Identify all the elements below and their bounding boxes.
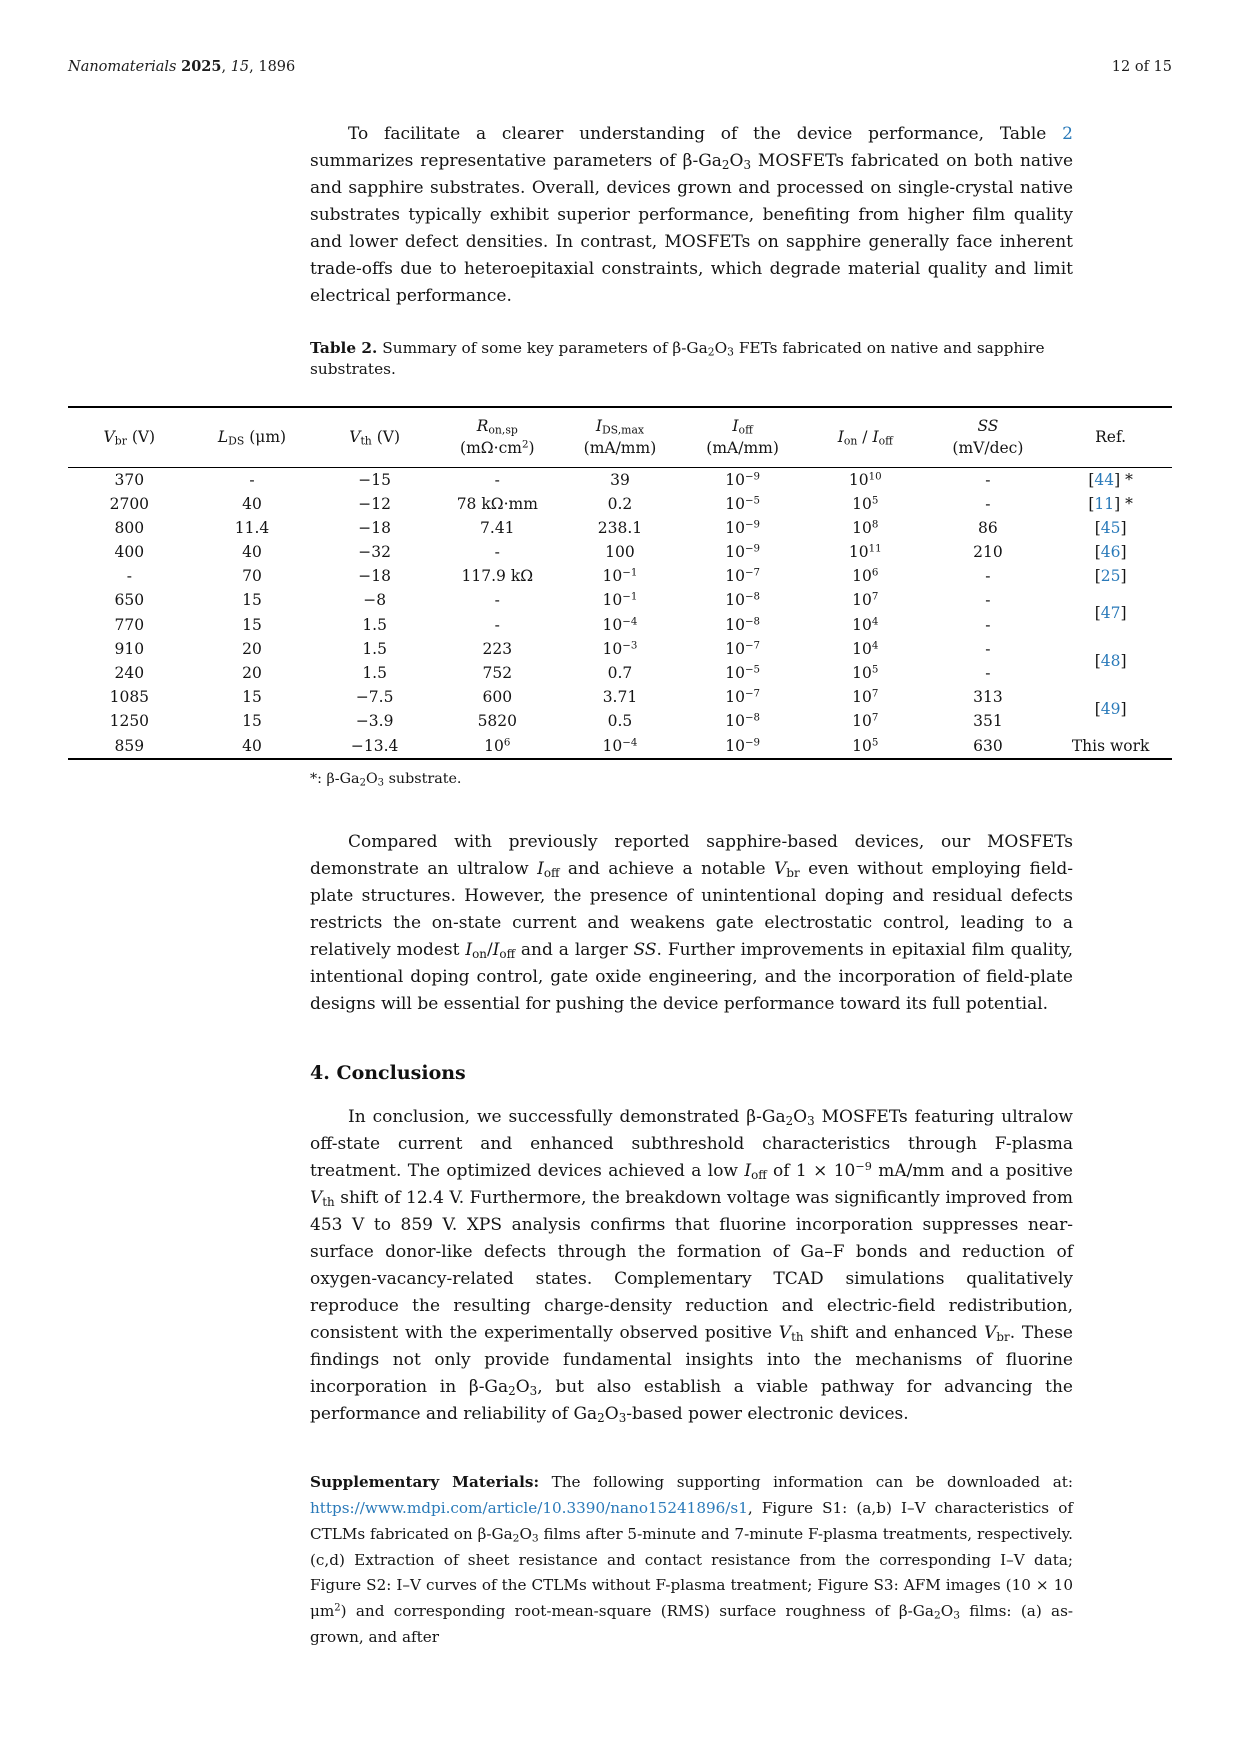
journal-citation: Nanomaterials 2025, 15, 1896 [68,58,296,75]
table-cell: 1085 [109,688,150,707]
table-cell: 7.41 [480,518,515,537]
table-cell: 39 [610,470,630,489]
page-number: 12 of 15 [1111,59,1172,75]
ref-cell[interactable]: [11] * [1088,494,1133,513]
citation-link[interactable]: 46 [1100,543,1121,562]
table-cell: - [494,543,500,562]
parameters-table [68,406,1172,760]
table-cell: −18 [358,567,391,586]
table-cell: $10^7$ [852,712,879,731]
table-cell: 40 [242,543,262,562]
table-cell: $10^7$ [852,688,879,707]
table-row [68,661,1172,685]
paragraph-intro: To facilitate a clearer understanding of the device performance, Table 2 summarizes representative parameters of $\beta-Ga_2O_3$ MOSFETs fabricated on both native and sapphire substrates. Overall, devices grown and processed on single-crystal native substrates typically exhibit superior performance, benefiting from higher film quality and lower defect densities. In contrast, MOSFETs on sapphire generally face inherent trade-offs due to heteroepitaxial constraints, which degrade material quality and limit electrical performance. [310,124,1074,306]
table-cell: 15 [242,615,262,634]
table-cell: 351 [973,712,1003,731]
table-cell: 20 [242,639,262,658]
table-cell: 20 [242,664,262,682]
table-row [68,467,1172,492]
table-cell: 5820 [477,712,518,731]
table-cell: 1250 [109,712,150,731]
citation-link[interactable]: 44 [1094,470,1115,489]
table-cell: $10^4$ [852,615,879,634]
table-cell: $10^5$ [852,664,879,682]
table-cell: $10^{-8}$ [725,615,761,634]
table-footnote: *: $\beta-Ga_2O_3$ substrate. [310,771,462,789]
table-cell: 40 [242,494,262,513]
table-cell: 15 [242,688,262,707]
table-cell: $10^{10}$ [848,470,882,489]
table-cell: $10^{-4}$ [602,615,638,634]
table-cell: - [985,639,991,658]
paragraph-discussion: Compared with previously reported sapphire-based devices, our MOSFETs demonstrate an ultralow $I_{off}$ and achieve a notable $V_{br}$ even without employing field-plate structures. However, the presence of unintentional doping and residual defects restricts the on-state current and weakens gate electrostatic control, leading to a relatively modest $I_{on}/I_{off}$ and a larger SS. Further improvements in epitaxial film quality, intentional doping control, gate oxide engineering, and the incorporation of field-plate designs will be essential for pushing the device performance toward its full potential. [310,832,1073,1015]
table-cell: 800 [114,518,145,537]
ref-cell[interactable]: [49] [1094,700,1127,719]
table-cell: 313 [973,688,1003,707]
table-cell: $10^{-9}$ [725,518,761,537]
table-cell: $10^8$ [852,518,879,537]
table-cell: $10^{-4}$ [602,736,638,755]
table-cell: 630 [973,736,1003,755]
table-cell: $10^6$ [484,736,511,755]
table-cell: −3.9 [355,712,394,731]
table-cell: 100 [605,543,635,562]
table-cell: 650 [114,591,145,610]
table-cell: $10^{-9}$ [725,543,761,562]
upper-content [310,121,1073,380]
ref-cell[interactable]: [48] [1094,651,1127,670]
table-row [68,613,1172,637]
column-header: SS (mV/dec) [952,417,1024,458]
table-header-row [68,407,1172,467]
table-cell: $10^5$ [852,494,879,513]
table-cell: 910 [114,639,145,658]
table-cell: 117.9 kΩ [461,567,534,586]
table-row [68,492,1172,516]
table-cell: - [494,470,500,489]
table-row [68,589,1172,613]
table-cell: 770 [114,615,145,634]
column-header: $V_{br}$ (V) [103,428,156,448]
citation-link[interactable]: https://www.mdpi.com/article/10.3390/nano15241896/s1 [310,1498,748,1517]
table-cell: 2700 [109,494,150,513]
table-cell: $10^{-7}$ [725,567,761,586]
column-header: $I_{DS,max}$ (mA/mm) [583,417,657,458]
table-cell: $10^{-1}$ [602,591,638,610]
table-cell: −32 [358,543,391,562]
supplementary-text: The following supporting information can be downloaded at: https://www.mdpi.com/article/10.3390/nano15241896/s1, Figure S1: (a,b) I–V characteristics of CTLMs fabricated on $\beta-Ga_2O_3$ films after 5-minute and 7-minute F-plasma treatments, respectively. (c,d) Extraction of sheet resistance and contact resistance from the corresponding I–V data; Figure S2: I–V curves of the CTLMs without F-plasma treatment; Figure S3: AFM images (10 × 10 $\mu m^2$) and corresponding root-mean-square (RMS) surface roughness of $\beta-Ga_2O_3$ films: (a) as-grown, and after [310,1473,1074,1646]
table-cell: - [985,591,991,610]
table-cell: 86 [978,518,998,537]
table-cell: 70 [242,567,262,586]
table-cell: 859 [114,736,145,755]
table-cell: $10^{-7}$ [725,688,761,707]
table-cell: $10^{-8}$ [725,591,761,610]
table-cell: 78 kΩ·mm [456,494,538,513]
table-cell: 3.71 [602,688,638,707]
table-cell: $10^4$ [852,639,879,658]
supplementary-materials [310,1470,1073,1651]
table-cell: $10^{11}$ [848,543,882,562]
table-cell: $10^{-7}$ [725,639,761,658]
table-cell: −13.4 [350,736,399,755]
table-cell: 238.1 [597,518,643,537]
table-cell: $10^{-9}$ [725,470,761,489]
table-cell: - [985,664,991,682]
table-cell: −12 [358,494,391,513]
column-header: $V_{th}$ (V) [349,428,401,448]
table-cell: - [985,470,991,489]
table-cell: −7.5 [355,688,394,707]
table-cell: 210 [973,543,1003,562]
table-cell: 223 [482,639,513,658]
table-cell: 0.5 [607,712,633,731]
table-cell: 370 [114,470,145,489]
table-row [68,710,1172,734]
citation-link[interactable]: 49 [1100,700,1121,719]
table-cell: 40 [242,736,262,755]
table-row [68,516,1172,540]
table-cell: 11.4 [234,518,270,537]
ref-cell: This work [1071,736,1150,755]
table-row [68,541,1172,565]
table-cell: - [249,470,255,489]
table-cell: - [985,494,991,513]
table-cell: 1.5 [362,615,387,634]
lower-content [310,769,1073,1651]
table-cell: 1.5 [362,639,387,658]
table-row [68,565,1172,589]
table-cell: $10^6$ [852,567,879,586]
table-cell: $10^{-3}$ [602,639,638,658]
table-cell: $10^{-5}$ [725,664,761,682]
table-cell: 0.7 [607,664,633,682]
ref-cell[interactable]: [25] [1094,567,1127,586]
citation-link[interactable]: 45 [1100,518,1121,537]
ref-cell[interactable]: [44] * [1088,470,1133,489]
page-header [68,58,1172,75]
table-cell: $10^5$ [852,736,879,755]
column-header: $L_{DS}$ (μm) [217,428,287,448]
table-cell: - [985,615,991,634]
table-caption: Table 2. Summary of some key parameters of $\beta-Ga_2O_3$ FETs fabricated on native and sapphire substrates. [310,339,1045,378]
table-cell: 600 [482,688,513,707]
column-header: $R_{on,sp}$ $(m\Omega\cdot cm^2)$ [460,417,535,458]
table-cell: 1.5 [362,664,387,682]
ref-cell[interactable]: [47] [1094,603,1127,622]
column-header: $I_{on} / I_{off}$ [837,428,893,448]
supplementary-label: Supplementary Materials: [310,1473,540,1492]
citation-link[interactable]: 48 [1100,651,1121,670]
table-cell: - [126,567,132,586]
table-cell: −15 [358,470,391,489]
table-cell: 240 [114,664,145,682]
table-cell: - [494,615,500,634]
table-cell: $10^{-1}$ [602,567,638,586]
table-cell: 15 [242,712,262,731]
citation-link[interactable]: 11 [1094,494,1115,513]
table-row [68,637,1172,661]
column-header: $I_{off}$ (mA/mm) [706,417,779,458]
table-cell: −18 [358,518,391,537]
table-cell: $10^{-8}$ [725,712,761,731]
table-cell: $10^7$ [852,591,879,610]
ref-cell[interactable]: [45] [1094,518,1127,537]
table-cell: $10^{-9}$ [725,736,761,755]
table-cell: 400 [114,543,145,562]
table-cell: 15 [242,591,262,610]
citation-link[interactable]: 2 [1062,124,1073,144]
citation-link[interactable]: 25 [1100,567,1121,586]
table-body [68,467,1172,759]
table-cell: - [985,567,991,586]
table-row [68,686,1172,710]
table-cell: $10^{-5}$ [725,494,761,513]
table-cell: −8 [363,591,387,610]
table-cell: - [494,591,500,610]
table-head [68,407,1172,467]
paragraph-conclusions: In conclusion, we successfully demonstrated $\beta-Ga_2O_3$ MOSFETs featuring ultralow off-state current and enhanced subthreshold characteristics through F-plasma treatment. The optimized devices achieved a low $I_{off}$ of $1 \times 10^{-9}$ mA/mm and a positive $V_{th}$ shift of 12.4 V. Furthermore, the breakdown voltage was significantly improved from 453 V to 859 V. XPS analysis confirms that fluorine incorporation suppresses near-surface donor-like defects through the formation of Ga–F bonds and reduction of oxygen-vacancy-related states. Complementary TCAD simulations qualitatively reproduce the resulting charge-density reduction and electric-field redistribution, consistent with the experimentally observed positive $V_{th}$ shift and enhanced $V_{br}$. These findings not only provide fundamental insights into the mechanisms of fluorine incorporation in $\beta-Ga_2O_3$, but also establish a viable pathway for advancing the performance and reliability of $Ga_2O_3$-based power electronic devices. [310,1107,1073,1426]
table-cell: 752 [482,664,513,682]
table-cell: 0.2 [607,494,633,513]
table-row [68,734,1172,759]
ref-cell[interactable]: [46] [1094,543,1127,562]
section-heading-conclusions: 4. Conclusions [310,1062,466,1085]
column-header: Ref. [1095,428,1127,447]
citation-link[interactable]: 47 [1100,603,1121,622]
